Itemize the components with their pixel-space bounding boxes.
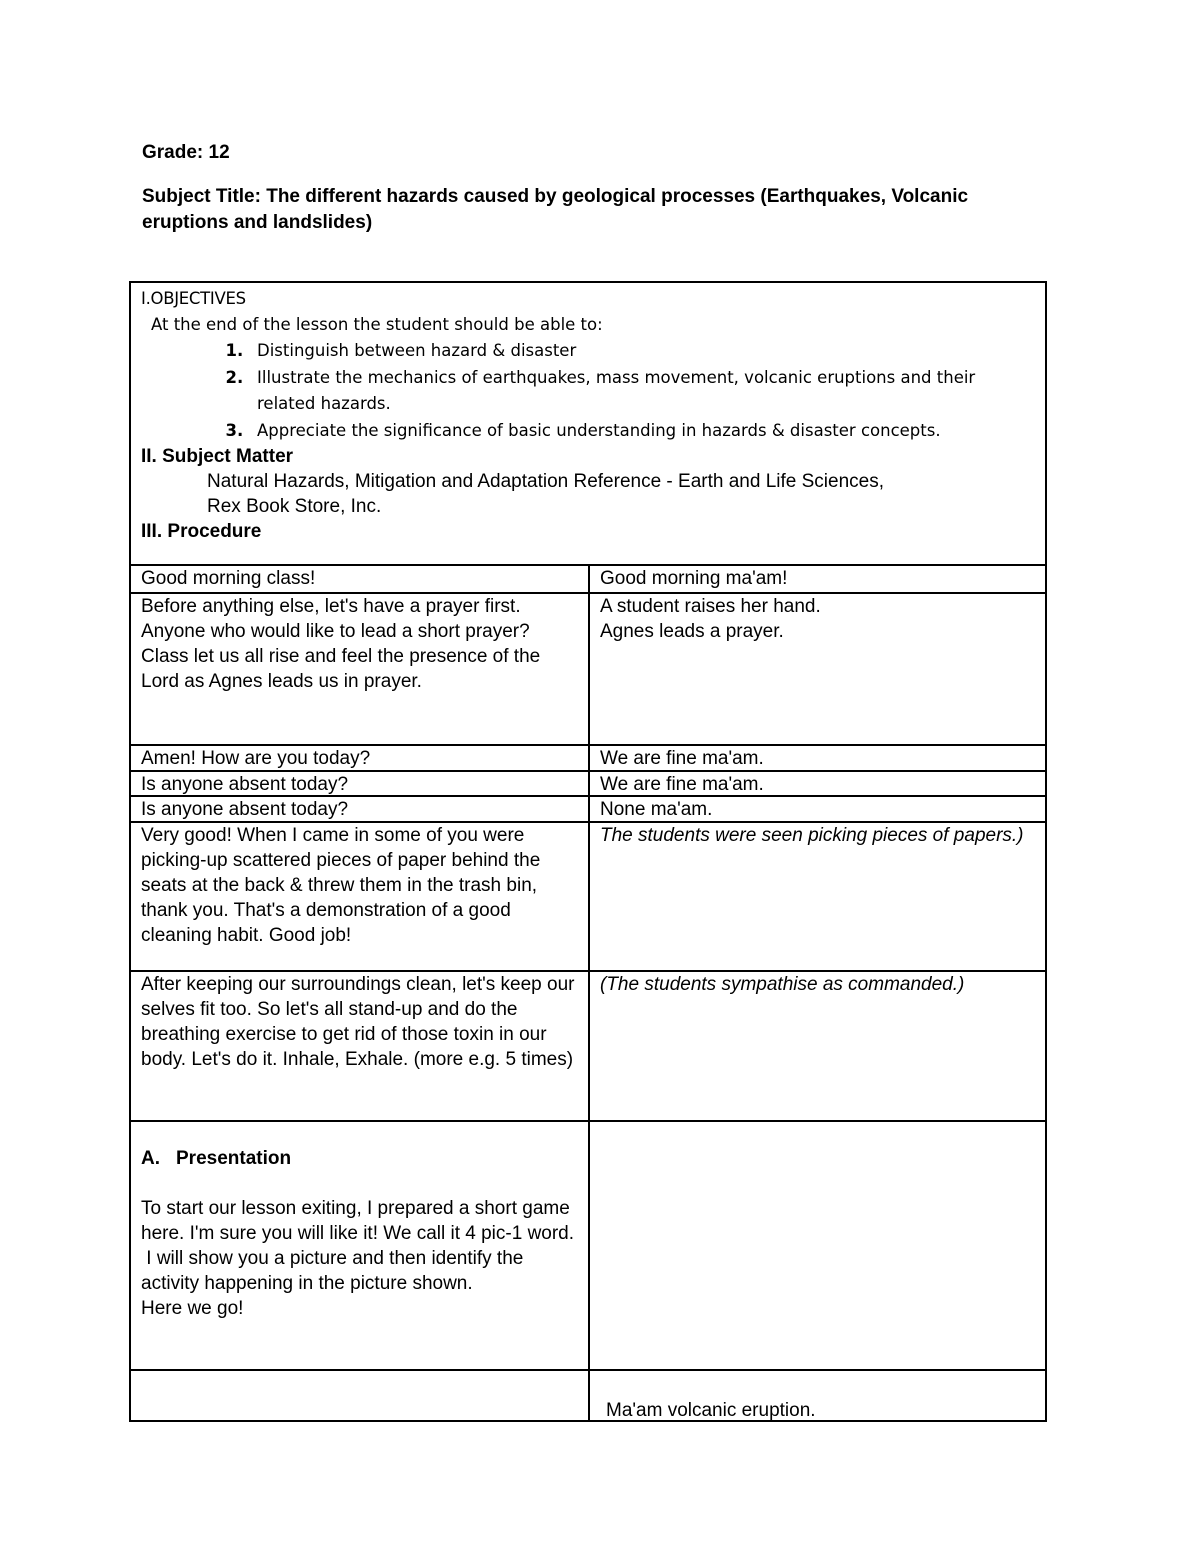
teacher-line: Anyone who would like to lead a short prayer? — [141, 621, 530, 642]
student-cell — [588, 564, 1047, 594]
student-cell — [588, 821, 1047, 972]
teacher-line: Is anyone absent today? — [141, 799, 349, 820]
presentation-line: Here we go! — [141, 1298, 244, 1319]
presentation-letter: A. — [141, 1148, 160, 1169]
teacher-cell — [129, 795, 590, 823]
teacher-line: Very good! When I came in some of you were picking-up scattered pieces of paper behind the seats at the back & threw them in the trash bin, thank you. That's a demonstration of a good cleaning habit. Good job! — [141, 825, 541, 946]
teacher-line: Before anything else, let's have a prayer first. — [141, 596, 521, 617]
student-cell — [588, 795, 1047, 823]
teacher-cell — [129, 970, 590, 1122]
subject-matter-publisher: Rex Book Store, Inc. — [207, 496, 382, 517]
teacher-line: Good morning class! — [141, 568, 316, 589]
teacher-cell — [129, 564, 590, 594]
teacher-cell — [129, 1369, 590, 1422]
student-line: We are fine ma'am. — [600, 774, 764, 795]
objectives-section — [129, 281, 1047, 566]
objectives-list — [141, 338, 1035, 444]
presentation-title: Presentation — [176, 1148, 292, 1169]
teacher-cell — [129, 744, 590, 772]
student-line: Agnes leads a prayer. — [600, 621, 784, 642]
teacher-cell — [129, 770, 590, 797]
student-cell — [588, 970, 1047, 1122]
teacher-cell — [129, 592, 590, 746]
subject-matter-heading: II. Subject Matter — [141, 446, 294, 467]
subject-title: Subject Title: The different hazards caused by geological processes (Earthquakes, Volcanic eruptions and landslides) — [142, 186, 969, 233]
presentation-line: To start our lesson exiting, I prepared a short game here. I'm sure you will like it! We call it 4 pic-1 word. — [141, 1198, 575, 1244]
presentation-heading — [141, 1146, 578, 1171]
student-line: (The students sympathise as commanded.) — [600, 974, 965, 995]
teacher-line: Class let us all rise and feel the presence of the Lord as Agnes leads us in prayer. — [141, 646, 541, 692]
objectives-intro: At the end of the lesson the student should be able to: — [151, 315, 603, 334]
teacher-line: Amen! How are you today? — [141, 748, 371, 769]
student-line: Ma'am volcanic eruption. — [606, 1400, 816, 1421]
student-line: The students were seen picking pieces of papers.) — [600, 825, 1024, 846]
objective-item: 2. Illustrate the mechanics of earthquakes, mass movement, volcanic eruptions and their related hazards. — [249, 365, 1035, 418]
student-line: We are fine ma'am. — [600, 748, 764, 769]
teacher-line: Is anyone absent today? — [141, 774, 349, 795]
presentation-cell — [129, 1120, 590, 1371]
objective-item: 3. Appreciate the significance of basic understanding in hazards & disaster concepts. — [249, 418, 1035, 445]
subject-matter-reference: Natural Hazards, Mitigation and Adaptation Reference - Earth and Life Sciences, — [207, 471, 884, 492]
student-cell — [588, 744, 1047, 772]
student-cell — [588, 1369, 1047, 1422]
student-line: Good morning ma'am! — [600, 568, 788, 589]
objectives-heading: I.OBJECTIVES — [141, 289, 246, 308]
student-cell — [588, 770, 1047, 797]
student-cell — [588, 1120, 1047, 1371]
student-line: None ma'am. — [600, 799, 713, 820]
grade-label: Grade: 12 — [142, 142, 230, 163]
objective-item: 1. Distinguish between hazard & disaster — [249, 338, 1035, 365]
teacher-line: After keeping our surroundings clean, let's keep our selves fit too. So let's all stand-up and do the breathing exercise to get rid of those toxin in our body. Let's do it. Inhale, Exhale. (more e.g. 5 times) — [141, 974, 575, 1070]
student-line: A student raises her hand. — [600, 596, 821, 617]
teacher-cell — [129, 821, 590, 972]
presentation-line: I will show you a picture and then identify the activity happening in the picture shown. — [141, 1248, 529, 1294]
student-cell — [588, 592, 1047, 746]
procedure-heading: III. Procedure — [141, 521, 262, 542]
